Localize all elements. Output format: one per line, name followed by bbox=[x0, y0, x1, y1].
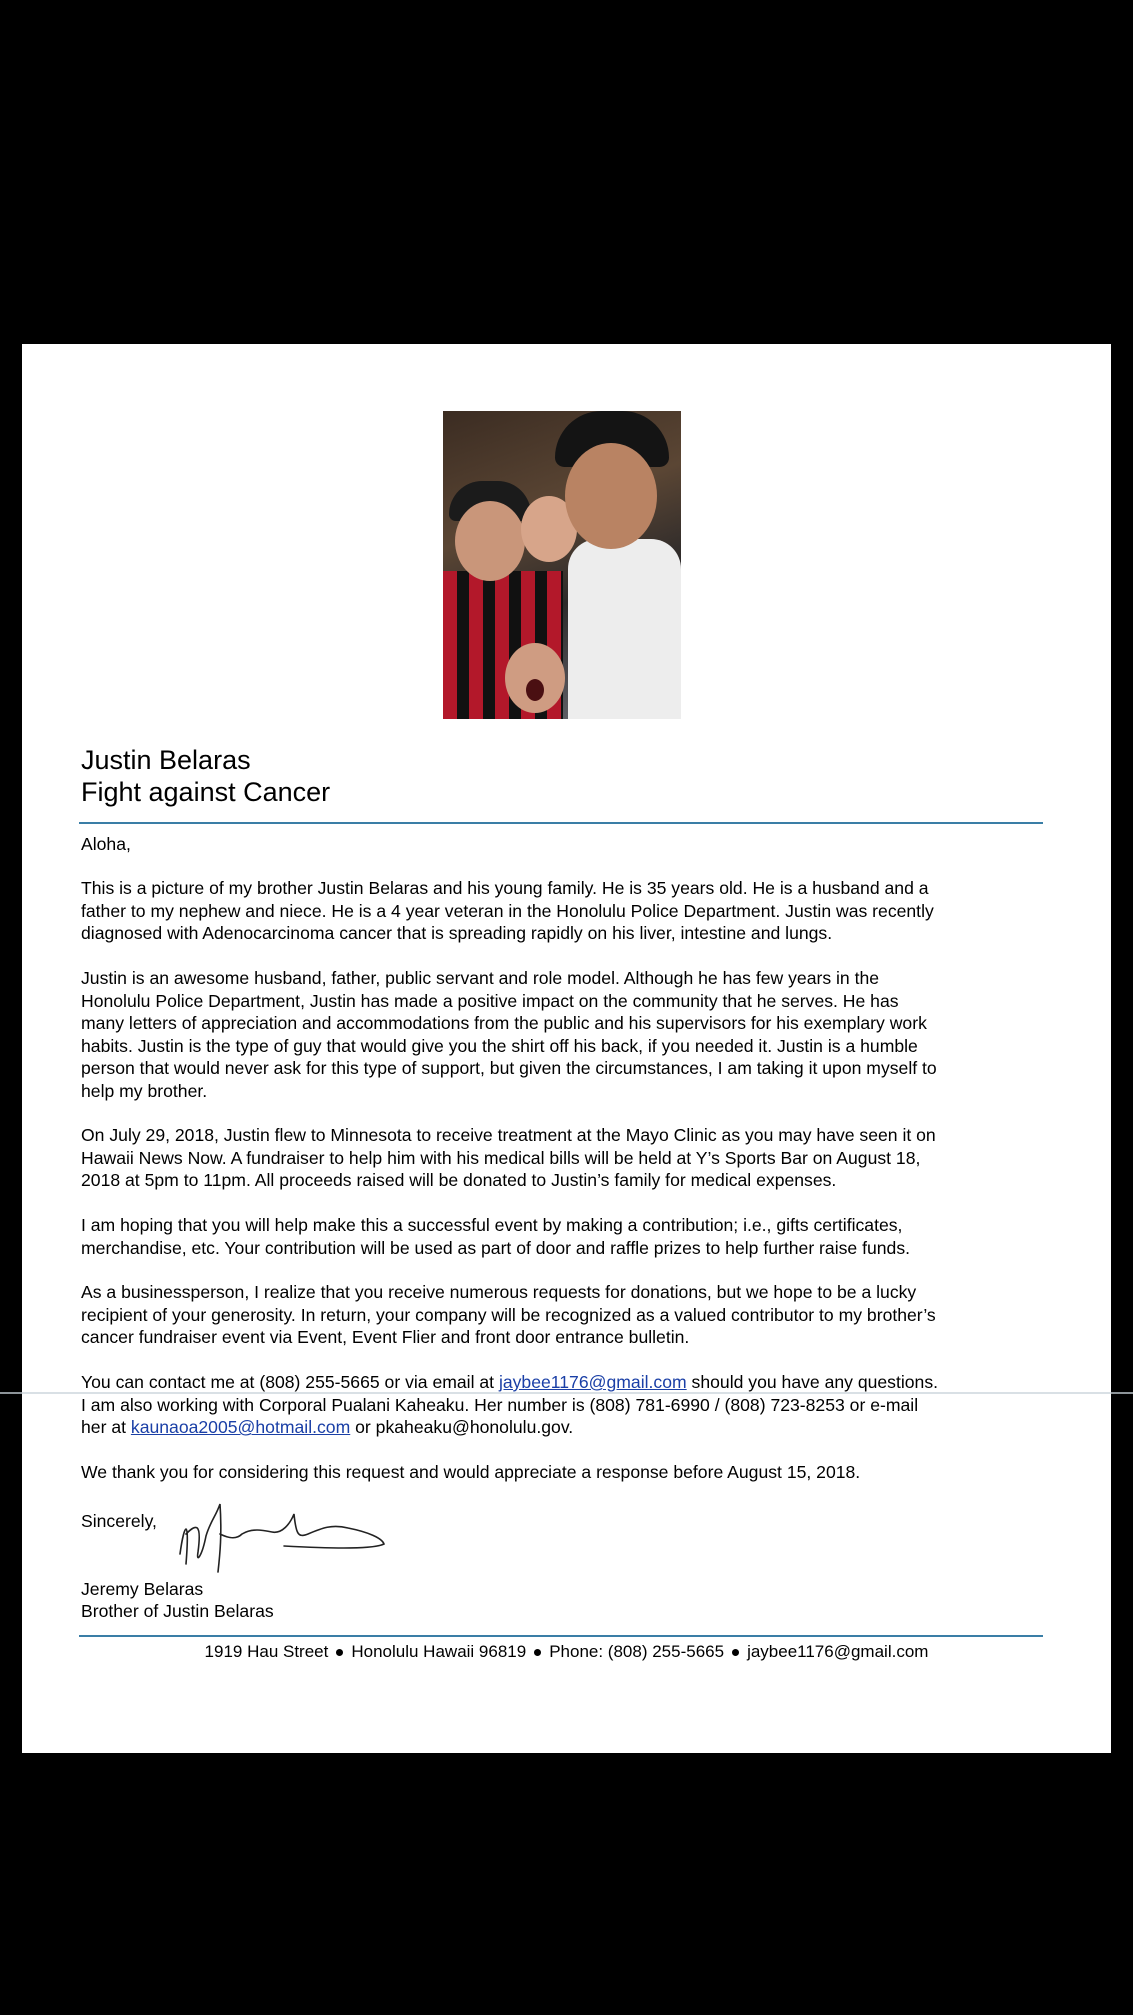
paragraph-line: many letters of appreciation and accommodations from the public and his supervisors for his exemplary work bbox=[81, 1013, 927, 1034]
photo-face-woman bbox=[455, 501, 525, 581]
contact-text: her at bbox=[81, 1417, 131, 1438]
letterhead-footer bbox=[22, 1642, 1111, 1662]
signature-image bbox=[172, 1494, 422, 1574]
email-link-kaunaoa[interactable]: kaunaoa2005@hotmail.com bbox=[130, 1417, 351, 1438]
paragraph-line: father to my nephew and niece. He is a 4 year veteran in the Honolulu Police Department. Justin was recently bbox=[81, 900, 934, 921]
photo-shirt-right bbox=[568, 539, 681, 719]
bullet-icon bbox=[732, 1649, 739, 1656]
paragraph-line: Justin is an awesome husband, father, public servant and role model. Although he has few years in the bbox=[81, 968, 880, 988]
paragraph-line: cancer fundraiser event via Event, Event Flier and front door entrance bulletin. bbox=[81, 1327, 690, 1348]
footer-address: 1919 Hau Street bbox=[204, 1642, 329, 1661]
bullet-icon bbox=[336, 1649, 343, 1656]
paragraph-contribution bbox=[81, 1214, 1066, 1259]
contact-text: or pkaheaku@honolulu.gov. bbox=[350, 1417, 574, 1438]
paragraph-line: On July 29, 2018, Justin flew to Minnesota to receive treatment at the Mayo Clinic as you may have seen it on bbox=[81, 1125, 936, 1145]
paragraph-line: diagnosed with Adenocarcinoma cancer that is spreading rapidly on his liver, intestine and lungs. bbox=[81, 923, 833, 944]
paragraph-line: I am hoping that you will help make this a successful event by making a contribution; i.e., gifts certificates, bbox=[81, 1215, 903, 1235]
signer-title: Brother of Justin Belaras bbox=[81, 1601, 274, 1621]
paragraph-line: This is a picture of my brother Justin Belaras and his young family. He is 35 years old. He is a husband and a bbox=[81, 878, 929, 898]
photo-face-man bbox=[565, 443, 657, 549]
footer-email: jaybee1176@gmail.com bbox=[747, 1642, 929, 1661]
signer-name: Jeremy Belaras bbox=[81, 1579, 204, 1599]
paragraph-line: merchandise, etc. Your contribution will be used as part of door and raffle prizes to help further raise funds. bbox=[81, 1237, 911, 1258]
footer-divider bbox=[79, 1635, 1043, 1637]
contact-line-1 bbox=[81, 1371, 1066, 1394]
paragraph-line: Hawaii News Now. A fundraiser to help him with his medical bills will be held at Y’s Sports Bar on August 18, bbox=[81, 1147, 921, 1168]
family-photo bbox=[443, 411, 681, 719]
header-divider bbox=[79, 822, 1043, 824]
footer-city: Honolulu Hawaii 96819 bbox=[351, 1642, 527, 1661]
paragraph-intro bbox=[81, 877, 1066, 945]
footer-phone: Phone: (808) 255-5665 bbox=[549, 1642, 725, 1661]
closing: Sincerely, bbox=[81, 1511, 157, 1531]
contact-text: should you have any questions. bbox=[686, 1372, 939, 1392]
paragraph-line: recipient of your generosity. In return, your company will be recognized as a valued contributor to my brother’s bbox=[81, 1304, 936, 1325]
greeting: Aloha, bbox=[81, 834, 131, 854]
paragraph-line: help my brother. bbox=[81, 1080, 208, 1101]
paragraph-line: As a businessperson, I realize that you receive numerous requests for donations, but we hope to be a lucky bbox=[81, 1282, 917, 1302]
scan-artifact-line bbox=[0, 1392, 1133, 1394]
signer-block bbox=[81, 1578, 274, 1622]
paragraph-contact bbox=[81, 1371, 1066, 1439]
email-link-jaybee[interactable]: jaybee1176@gmail.com bbox=[498, 1372, 687, 1392]
contact-text: You can contact me at (808) 255-5665 or via email at bbox=[81, 1372, 499, 1392]
bullet-icon bbox=[534, 1649, 541, 1656]
contact-line-2: I am also working with Corporal Pualani Kaheaku. Her number is (808) 781-6990 / (808) 723-8253 or e-mail bbox=[81, 1394, 919, 1415]
paragraph-line: 2018 at 5pm to 11pm. All proceeds raised will be donated to Justin’s family for medical expenses. bbox=[81, 1170, 837, 1191]
paragraph-character bbox=[81, 967, 1066, 1103]
paragraph-line: habits. Justin is the type of guy that would give you the shirt off his back, if you needed it. Justin is a humble bbox=[81, 1035, 918, 1056]
letter-page bbox=[22, 344, 1111, 1753]
contact-line-3 bbox=[81, 1416, 1066, 1439]
photo-face-child bbox=[505, 643, 565, 713]
letter-title-subtitle: Fight against Cancer bbox=[81, 777, 331, 807]
paragraph-line: Honolulu Police Department, Justin has made a positive impact on the community that he serves. He has bbox=[81, 990, 899, 1011]
paragraph-thanks: We thank you for considering this request and would appreciate a response before August 15, 2018. bbox=[81, 1462, 861, 1482]
paragraph-fundraiser bbox=[81, 1124, 1066, 1192]
paragraph-line: person that would never ask for this type of support, but given the circumstances, I am taking it upon myself to bbox=[81, 1058, 937, 1079]
letter-title-name: Justin Belaras bbox=[81, 745, 251, 775]
paragraph-recognition bbox=[81, 1281, 1066, 1349]
photo-child-mouth bbox=[526, 679, 544, 701]
